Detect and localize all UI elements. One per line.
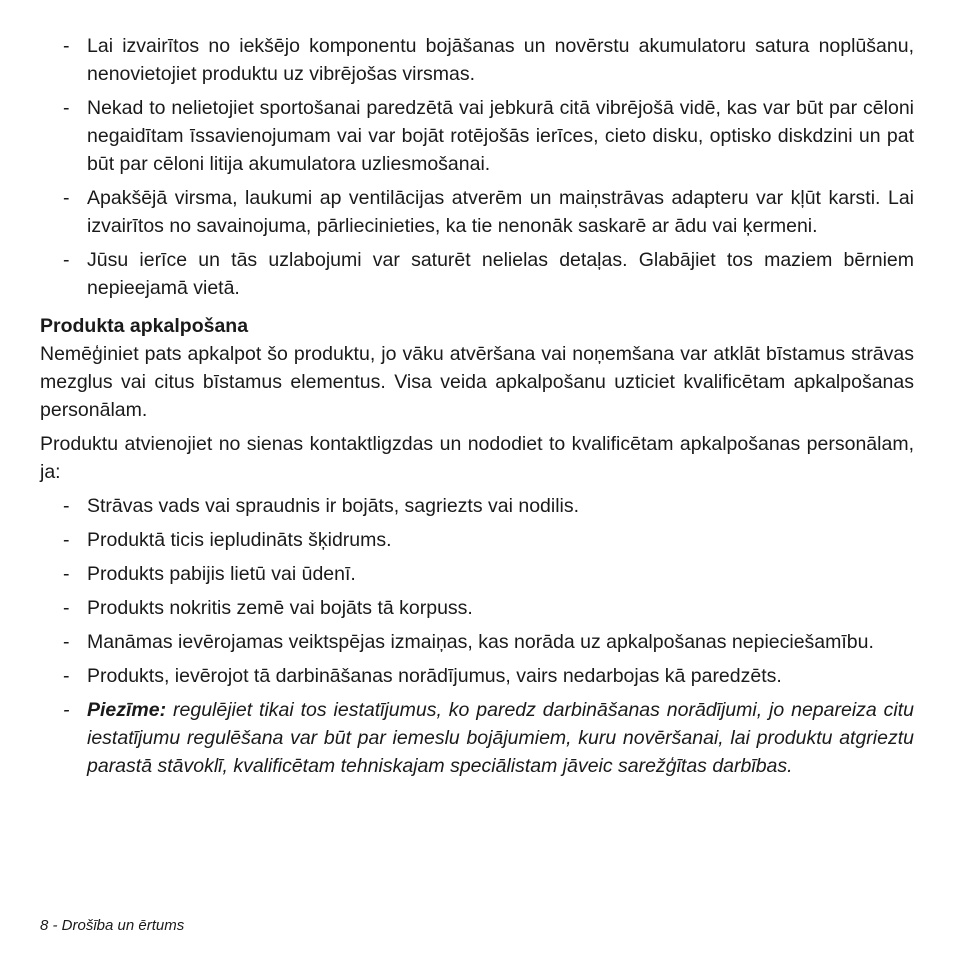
list-item: - Produkts nokritis zemē vai bojāts tā korpuss.: [40, 594, 914, 622]
paragraph: Produktu atvienojiet no sienas kontaktligzdas un nododiet to kvalificētam apkalpošanas personālam, ja:: [40, 433, 914, 483]
note-item: [40, 696, 914, 780]
service-conditions-list: [40, 492, 914, 780]
list-item: - Nekad to nelietojiet sportošanai paredzētā vai jebkurā citā vibrējošā vidē, kas var būt par cēloni negaidītam īssavienojumam vai var bojāt rotējošās ierīces, cieto disku, optisko diskdzini un pat būt par cēloni litija akumulatora uzliesmošanai.: [40, 94, 914, 178]
safety-list: [40, 32, 914, 302]
list-item: - Jūsu ierīce un tās uzlabojumi var saturēt nelielas detaļas. Glabājiet tos maziem bērniem nepieejamā vietā.: [40, 246, 914, 302]
list-item: - Lai izvairītos no iekšējo komponentu bojāšanas un novērstu akumulatoru satura noplūšanu, nenovietojiet produktu uz vibrējošas virsmas.: [40, 32, 914, 88]
list-item: - Produkts pabijis lietū vai ūdenī.: [40, 560, 914, 588]
page-footer: 8 - Drošība un ērtums: [40, 917, 185, 934]
section-heading: Produkta apkalpošana: [40, 315, 249, 337]
page-content: [40, 32, 914, 786]
list-item: - Manāmas ievērojamas veiktspējas izmaiņas, kas norāda uz apkalpošanas nepieciešamību.: [40, 628, 914, 656]
note-text: regulējiet tikai tos iestatījumus, ko paredz darbināšanas norādījumi, jo nepareiza citu iestatījumu regulēšana var būt par iemeslu bojājumiem, kuru novēršanai, lai produktu atgrieztu parastā stāvoklī, kvalificētam tehniskajam speciālistam jāveic sarežģītas darbības.: [87, 699, 914, 777]
list-item: - Apakšējā virsma, laukumi ap ventilācijas atverēm un maiņstrāvas adapteru var kļūt karsti. Lai izvairītos no savainojuma, pārliecinieties, ka tie nenonāk saskarē ar ādu vai ķermeni.: [40, 184, 914, 240]
paragraph: Nemēģiniet pats apkalpot šo produktu, jo vāku atvēršana vai noņemšana var atklāt bīstamus strāvas mezglus vai citus bīstamus elementus. Visa veida apkalpošanu uzticiet kvalificētam apkalpošanas personālam.: [40, 343, 914, 421]
list-item: - Produktā ticis iepludināts šķidrums.: [40, 526, 914, 554]
list-item: - Strāvas vads vai spraudnis ir bojāts, sagriezts vai nodilis.: [40, 492, 914, 520]
note-label: Piezīme:: [87, 699, 167, 721]
list-item: - Produkts, ievērojot tā darbināšanas norādījumus, vairs nedarbojas kā paredzēts.: [40, 662, 914, 690]
